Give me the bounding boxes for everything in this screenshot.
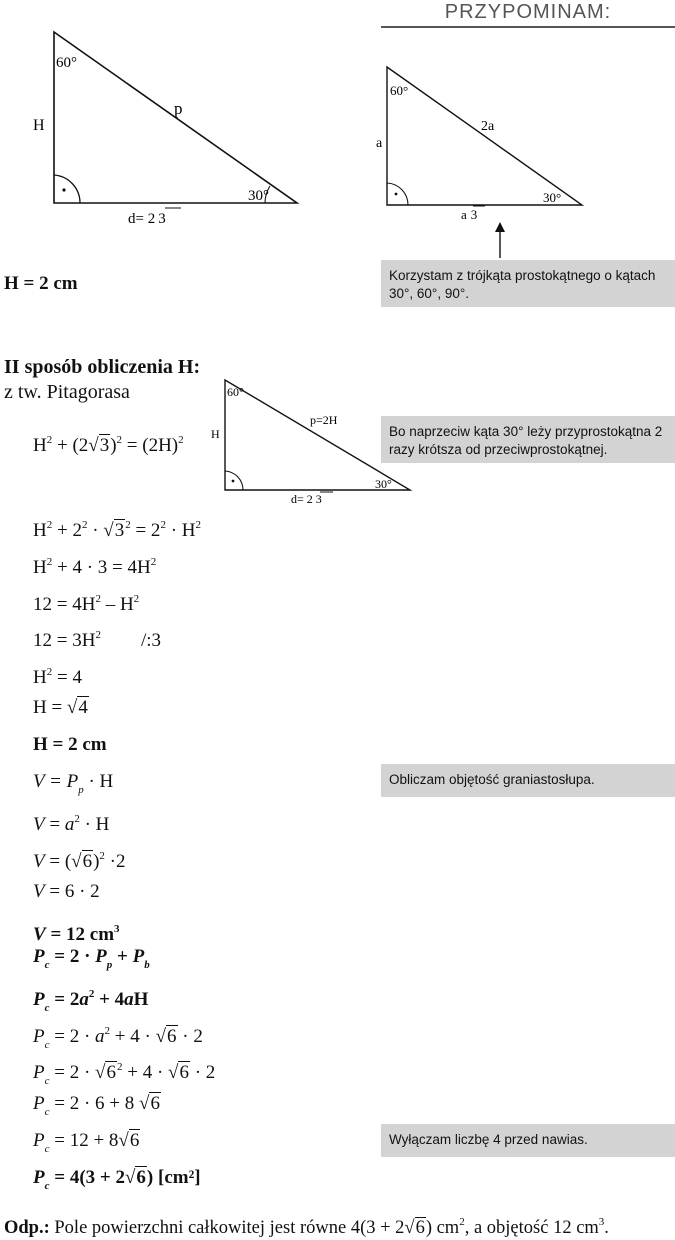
triangle-main-side-bottom: d= 2 [128, 211, 156, 227]
step-5: $12 = 3H^2$ /:3 [33, 629, 161, 651]
area-2: $P_c = 2a^2 + 4aH$ [33, 988, 149, 1014]
step-6: $H^2 = 4$ [33, 666, 82, 688]
step-3: $H^2 + 4 \cdot 3 = 4H^2$ [33, 556, 157, 578]
step-2: $H^2 + 2^2 \cdot √3^2 = 2^2 \cdot H^2$ [33, 519, 201, 541]
triangle-second-side-bottom-radicand: 3 [315, 492, 322, 506]
triangle-second-angle-top: 60° [227, 385, 244, 399]
volume-2: $V = a^2 \cdot H$ [33, 813, 110, 835]
svg-text:a3 [461, 207, 477, 222]
area-5: $P_c = 2 \cdot 6 + 8$ √6 [33, 1093, 160, 1118]
area-result: $P_c = 4(3 + 2√6)$ [cm²] [33, 1167, 201, 1192]
triangle-main-side-hyp: p [174, 99, 183, 118]
area-3: $P_c = 2 \cdot a^2 + 4 \cdot √6 \cdot 2$ [33, 1025, 203, 1051]
triangle-reminder-angle-top: 60° [390, 83, 409, 98]
reminder-title: PRZYPOMINAM: [381, 0, 675, 28]
note-volume: Obliczam objętość graniastosłupa. [381, 764, 675, 797]
step-8-result-h: H = 2 cm [33, 734, 107, 755]
triangle-reminder-side-hyp: 2a [481, 119, 495, 134]
volume-4: V = 6 · 2 [33, 881, 100, 902]
triangle-reminder-side-bottom: a [461, 207, 467, 222]
triangle-main-side-bottom-radicand: 3 [158, 211, 166, 227]
area-6: $P_c = 12 + 8√6$ [33, 1130, 140, 1155]
step-1: $H^2 + (2√3)^2 = (2H)^2$ [33, 434, 184, 456]
triangle-main-angle-bottom: 30° [248, 188, 269, 204]
triangle-main-angle-top: 60° [56, 55, 77, 71]
triangle-second-angle-bottom: 30° [375, 477, 392, 491]
area-1: $P_c = 2 \cdot P_p + P_b$ [33, 946, 150, 971]
svg-text:d= 23 [128, 211, 166, 227]
triangle-second-side-left: H [211, 427, 220, 441]
volume-1: $V = P_p \cdot H$ [33, 771, 114, 796]
step-7: H = √4 [33, 697, 88, 718]
triangle-main [0, 20, 320, 235]
triangle-reminder-side-left: a [376, 136, 383, 151]
method2-title: II sposób obliczenia H: [4, 356, 201, 378]
result-h1: H = 2 cm [4, 273, 78, 294]
triangle-reminder-angle-bottom: 30° [543, 190, 562, 205]
triangle-main-side-left: H [33, 117, 45, 134]
triangle-reminder-side-bottom-radicand: 3 [470, 207, 478, 222]
note-factor-4: Wyłączam liczbę 4 przed nawias. [381, 1124, 675, 1157]
volume-3: $V = (√6)^2 \cdot 2$ [33, 850, 126, 872]
answer-label: Odp.: [4, 1218, 50, 1238]
triangle-reminder [360, 55, 600, 230]
volume-result: V = 12 $cm^3$ [33, 923, 120, 945]
triangle-second-side-hyp: p=2H [310, 413, 338, 427]
svg-text:d= 23 [291, 492, 322, 506]
arrow-up-icon [490, 222, 510, 260]
area-4: $P_c = 2 \cdot √6^2 + 4 \cdot √6 \cdot 2$ [33, 1061, 216, 1087]
note-opposite-30: Bo naprzeciw kąta 30° leży przyprostokątna 2 razy krótsza od przeciwprostokątnej. [381, 416, 675, 463]
method2-subtitle: z tw. Pitagorasa [4, 381, 130, 403]
step-4: $12 = 4H^2 - H^2$ [33, 593, 140, 615]
answer-line: Odp.: Pole powierzchni całkowitej jest równe 4(3 + 2√6) $cm^2$, a objętość 12 $cm^3$. [4, 1216, 609, 1238]
triangle-second-side-bottom: d= 2 [291, 492, 313, 506]
note-triangle-30-60-90: Korzystam z trójkąta prostokątnego o kątach 30°, 60°, 90°. [381, 260, 675, 307]
